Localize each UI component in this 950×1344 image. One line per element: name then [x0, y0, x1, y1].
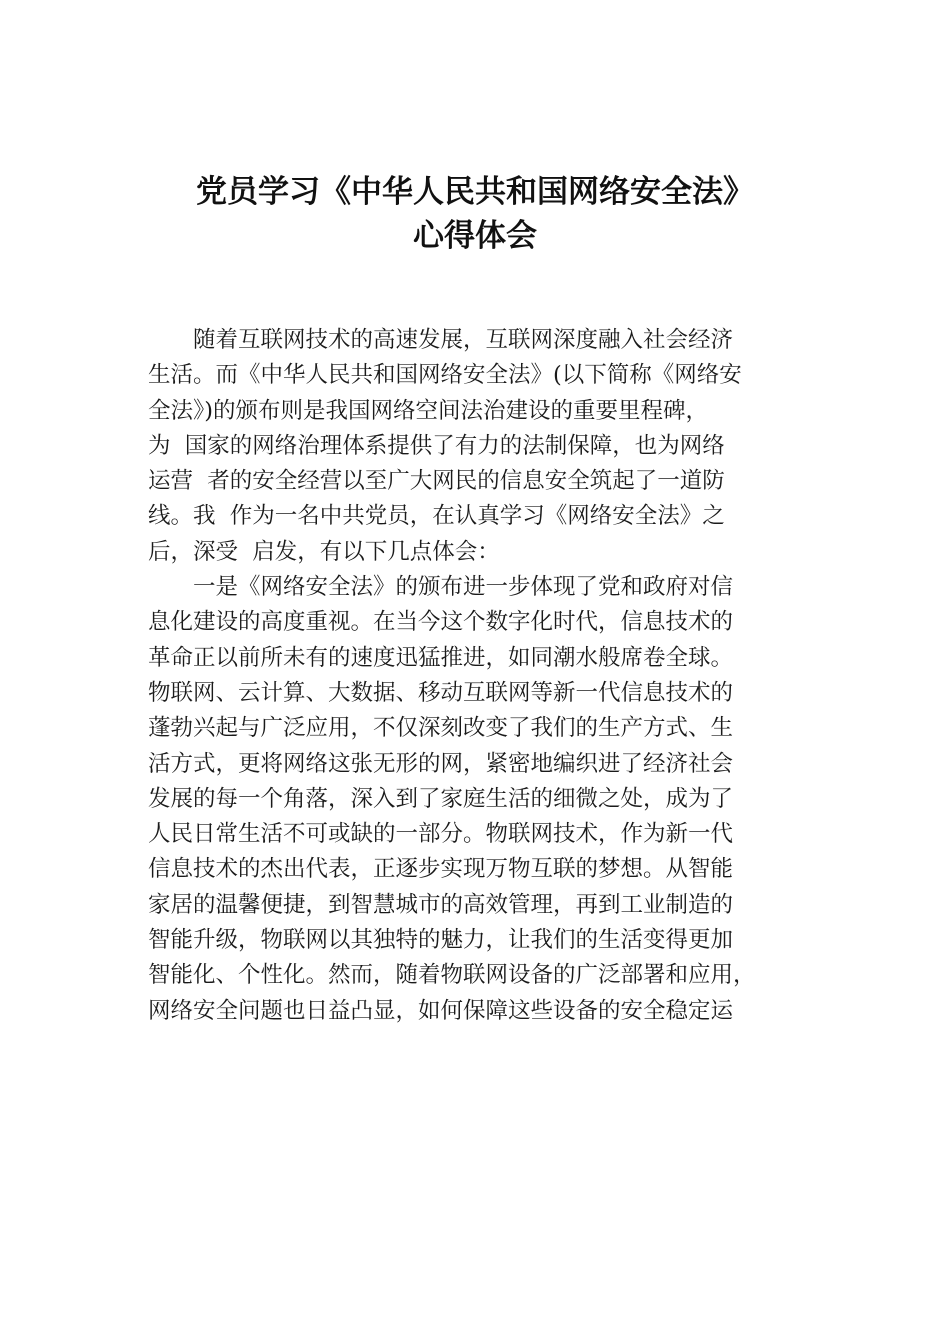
text-line: 信息技术的杰出代表，正逐步实现万物互联的梦想。从智能	[148, 856, 734, 883]
text-line: 蓬勃兴起与广泛应用，不仅深刻改变了我们的生产方式、生	[148, 715, 734, 742]
text-line: 智能升级，物联网以其独特的魅力，让我们的生活变得更加	[148, 927, 734, 954]
text-line: 随着互联网技术的高速发展，互联网深度融入社会经济	[193, 327, 734, 353]
text-line: 后，深受 启发，有以下几点体会：	[148, 538, 500, 565]
text-line: 全法》)的颁布则是我国网络空间法治建设的重要里程碑，	[148, 397, 709, 424]
text-line: 网络安全问题也日益凸显，如何保障这些设备的安全稳定运	[148, 997, 734, 1024]
text-line: 人民日常生活不可或缺的一部分。物联网技术，作为新一代	[148, 821, 734, 848]
text-line: 智能化、个性化。然而，随着物联网设备的广泛部署和应用，	[148, 962, 756, 989]
paragraph-intro	[148, 323, 808, 570]
text-line: 发展的每一个角落，深入到了家庭生活的细微之处，成为了	[148, 785, 734, 812]
document-title-line-1: 党员学习《中华人民共和国网络安全法》	[196, 174, 754, 210]
document-body	[148, 323, 808, 1029]
document-title-line-2: 心得体会	[413, 218, 537, 254]
text-line: 运营 者的安全经营以至广大网民的信息安全筑起了一道防	[148, 468, 725, 495]
text-line: 息化建设的高度重视。在当今这个数字化时代，信息技术的	[148, 609, 734, 636]
text-line: 活方式，更将网络这张无形的网，紧密地编织进了经济社会	[148, 750, 734, 777]
text-line: 为 国家的网络治理体系提供了有力的法制保障，也为网络	[148, 432, 725, 459]
text-line: 物联网、云计算、大数据、移动互联网等新一代信息技术的	[148, 679, 734, 706]
text-line: 线。我 作为一名中共党员，在认真学习《网络安全法》之	[148, 503, 725, 530]
paragraph-point-one	[148, 570, 808, 1029]
text-line: 家居的温馨便捷，到智慧城市的高效管理，再到工业制造的	[148, 891, 734, 918]
text-line: 一是《网络安全法》的颁布进一步体现了党和政府对信	[193, 574, 734, 601]
text-line: 生活。而《中华人民共和国网络安全法》(以下简称《网络安	[148, 362, 742, 389]
text-line: 革命正以前所未有的速度迅猛推进，如同潮水般席卷全球。	[148, 644, 734, 671]
